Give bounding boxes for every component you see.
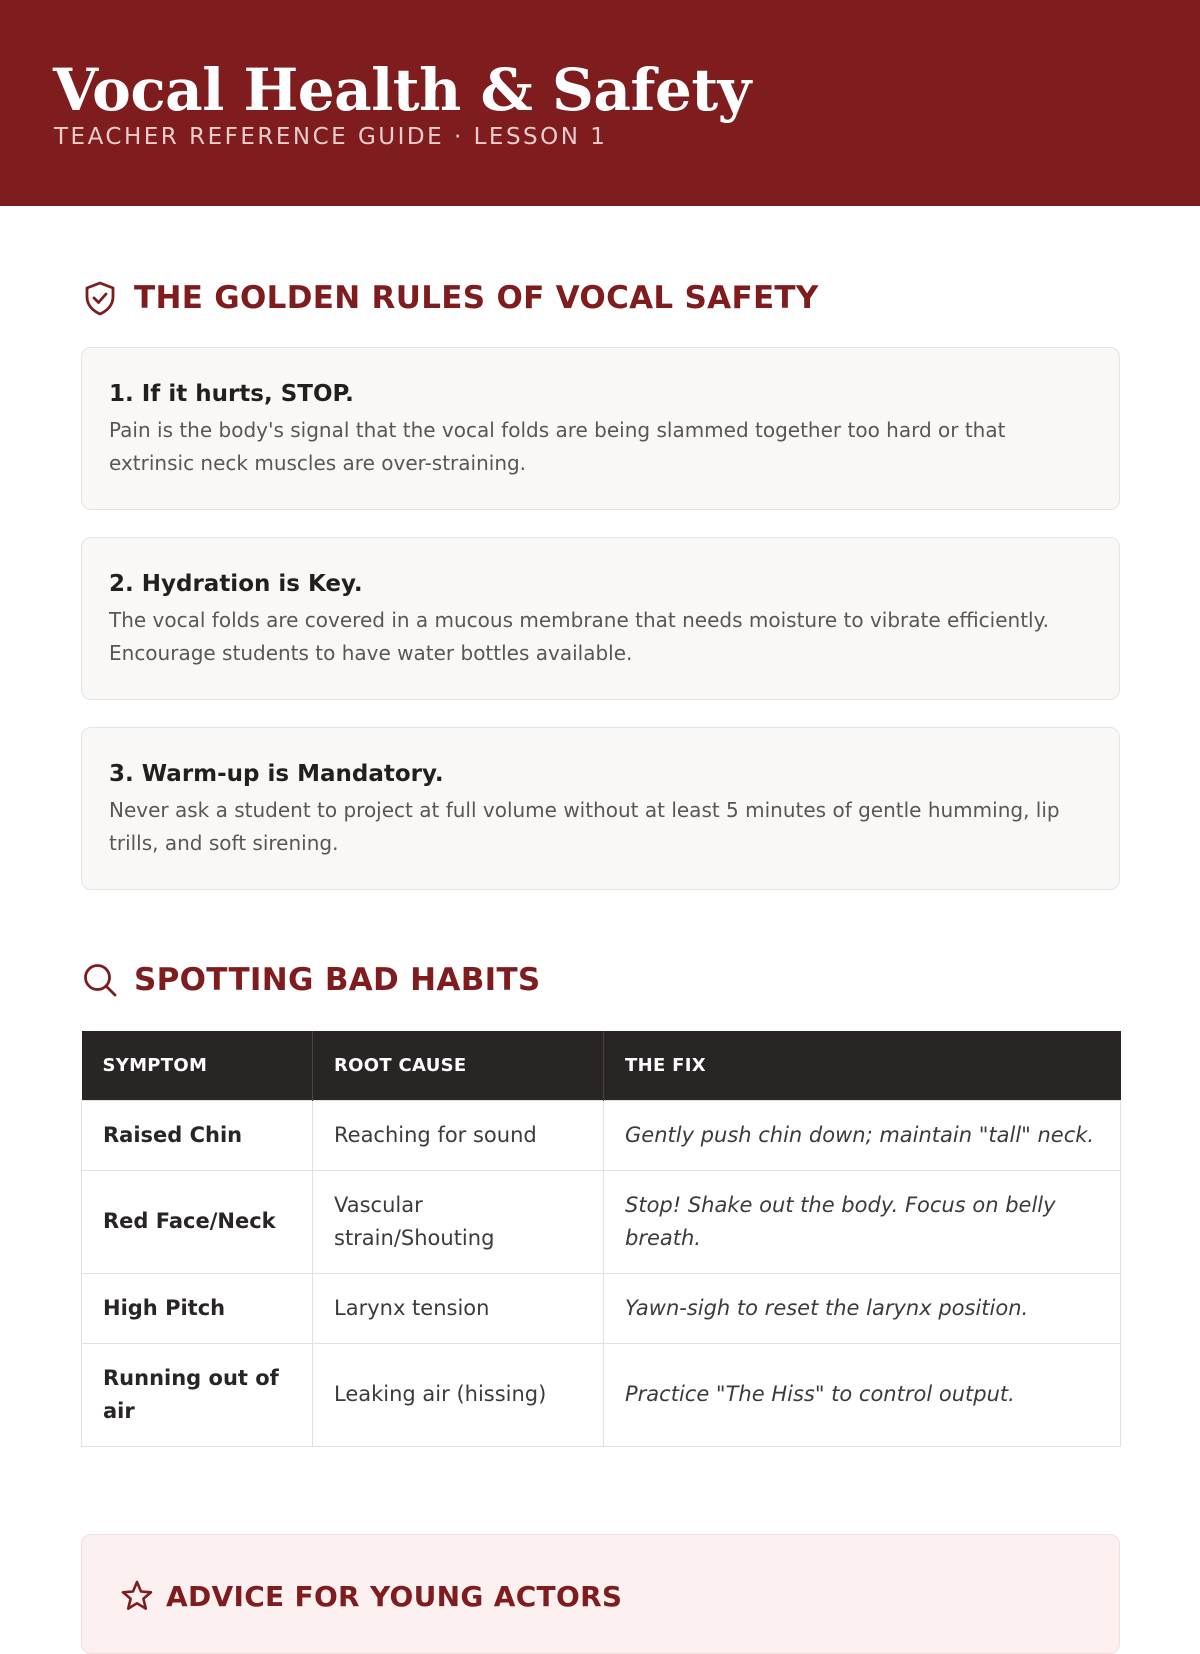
root-cause-cell: Vascular strain/Shouting [313,1170,604,1273]
table-row [82,1100,1121,1170]
page-subtitle: TEACHER REFERENCE GUIDE · LESSON 1 [54,124,608,150]
root-cause-cell: Reaching for sound [313,1100,604,1170]
symptom-cell: Raised Chin [82,1100,313,1170]
advice-heading [120,1579,622,1613]
star-icon [120,1579,154,1613]
column-header-fix: THE FIX [604,1031,1121,1100]
advice-heading-label: ADVICE FOR YOUNG ACTORS [166,1579,623,1613]
search-icon [82,962,118,998]
rule-title: 2. Hydration is Key. [109,571,363,597]
golden-rules-heading-label: THE GOLDEN RULES OF VOCAL SAFETY [134,280,819,316]
root-cause-cell: Larynx tension [313,1273,604,1343]
root-cause-cell: Leaking air (hissing) [313,1343,604,1446]
table-row [82,1343,1121,1446]
table-row [82,1170,1121,1273]
bad-habits-heading-label: SPOTTING BAD HABITS [134,962,541,998]
rule-title: 1. If it hurts, STOP. [109,381,354,407]
shield-check-icon [82,280,118,316]
table-row [82,1273,1121,1343]
rule-title: 3. Warm-up is Mandatory. [109,761,444,787]
fix-cell: Yawn-sigh to reset the larynx position. [604,1273,1121,1343]
table-header-row [82,1031,1121,1100]
symptom-cell: Running out of air [82,1343,313,1446]
column-header-symptom: SYMPTOM [82,1031,313,1100]
rule-card [81,727,1120,890]
page-header [0,0,1200,206]
symptom-cell: Red Face/Neck [82,1170,313,1273]
bad-habits-table [81,1031,1121,1447]
advice-card [81,1534,1120,1654]
bad-habits-heading [82,958,541,1002]
column-header-root-cause: ROOT CAUSE [313,1031,604,1100]
rule-body: Pain is the body's signal that the vocal folds are being slammed together too hard or that extrinsic neck muscles are over-straining. [109,418,1006,475]
symptom-cell: High Pitch [82,1273,313,1343]
golden-rules-heading [82,276,819,320]
page-title: Vocal Health & Safety [53,56,751,124]
rule-card [81,537,1120,700]
fix-cell: Stop! Shake out the body. Focus on belly breath. [604,1170,1121,1273]
rule-body: The vocal folds are covered in a mucous membrane that needs moisture to vibrate efficiently. Encourage students to have water bottles available. [109,608,1049,665]
rule-body: Never ask a student to project at full volume without at least 5 minutes of gentle humming, lip trills, and soft sirening. [109,798,1060,855]
fix-cell: Practice "The Hiss" to control output. [604,1343,1121,1446]
fix-cell: Gently push chin down; maintain "tall" neck. [604,1100,1121,1170]
rule-card [81,347,1120,510]
